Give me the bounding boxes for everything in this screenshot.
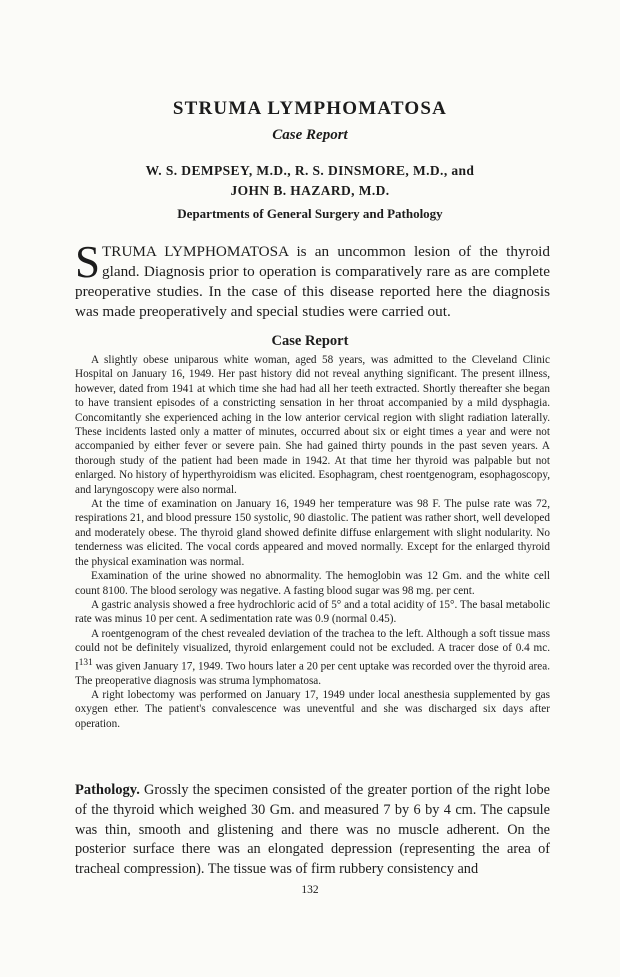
pathology-text: Grossly the specimen consisted of the greater portion of the right lobe of the thyroid which weighed 30 Gm. and measured 7 by 6 by 4 cm. The capsule was thin, smooth and glistening and there was no muscle adherent. On the posterior surface there was an elongated depression (representing the area of tracheal compression). The tissue was of firm rubbery consistency and [75, 782, 550, 878]
pathology-label: Pathology. [75, 782, 140, 798]
page-number: 132 [301, 884, 319, 896]
intro-paragraph [75, 237, 550, 322]
case-paragraph-6: A right lobectomy was performed on January 17, 1949 under local anesthesia supplemented by gas oxygen ether. The patient's convalescence was uneventful and she was discharged six days after operation. [75, 689, 550, 730]
article-subtitle: Case Report [272, 127, 348, 143]
case-paragraph-5-part-a: A roentgenogram of the chest revealed deviation of the trachea to the left. Although a soft tissue mass could not be definitely visualized, thyroid enlargement could not be excluded. A tracer dose of 0.4 mc. I [75, 627, 550, 673]
case-paragraph-4: A gastric analysis showed a free hydrochloric acid of 5° and a total acidity of 15°. The basal metabolic rate was minus 10 per cent. A sedimentation rate was 0.9 (normal 0.45). [75, 598, 550, 626]
case-paragraph-3: Examination of the urine showed no abnormality. The hemoglobin was 12 Gm. and the white cell count 8100. The blood serology was negative. A fasting blood sugar was 98 mg. per cent. [75, 570, 550, 597]
pathology-paragraph [75, 781, 550, 880]
case-paragraph-1: A slightly obese uniparous white woman, aged 58 years, was admitted to the Cleveland Clinic Hospital on January 16, 1949. Her past history did not reveal anything significant. The present illness, however, dated from 1941 at which time she had had all her teeth extracted. Shortly thereafter she began to have transient episodes of a constricting sensation in her throat accompanied by a mild dysphagia. Concomitantly she experienced aching in the low anterior cervical region with slight radiation laterally. These incidents lasted only a matter of minutes, occurred about six or eight times a year and were not accompanied by either fever or severe pain. She had gained thirty pounds in the past seven years. A thorough study of the patient had been made in 1942. At that time her thyroid was palpable but not enlarged. No history of hyperthyroidism was elicited. Esophagram, chest roentgenogram, esophagoscopy, and laryngoscopy were also normal. [75, 354, 550, 496]
case-report-body [75, 353, 550, 731]
department: Departments of General Surgery and Pathology [177, 206, 443, 221]
case-paragraph-5-part-b: was given January 17, 1949. Two hours later a 20 per cent uptake was recorded over the thyroid area. The preoperative diagnosis was struma lymphomatosa. [75, 660, 550, 687]
authors-line-2: JOHN B. HAZARD, M.D. [230, 183, 390, 198]
isotope-superscript: 131 [78, 657, 93, 668]
intro-text: TRUMA LYMPHOMATOSA is an uncommon lesion of the thyroid gland. Diagnosis prior to operation is comparatively rare as are complete preoperative studies. In the case of this disease reported here the diagnosis was made preoperatively and special studies were carried out. [75, 243, 550, 320]
case-paragraph-5 [75, 627, 550, 688]
authors [0, 161, 620, 201]
authors-line-1: W. S. DEMPSEY, M.D., R. S. DINSMORE, M.D., and [145, 163, 475, 178]
drop-cap: S [75, 237, 101, 287]
article-title: STRUMA LYMPHOMATOSA [172, 98, 448, 119]
case-paragraph-2: At the time of examination on January 16, 1949 her temperature was 98 F. The pulse rate was 72, respirations 21, and blood pressure 150 systolic, 90 diastolic. The patient was rather short, well developed and moderately obese. The thyroid gland showed definite diffuse enlargement with slight nodularity. No tenderness was elicited. The vocal cords appeared and moved normally. Except for the enlarged thyroid the physical examination was normal. [75, 498, 550, 568]
section-heading-case-report: Case Report [271, 333, 349, 349]
